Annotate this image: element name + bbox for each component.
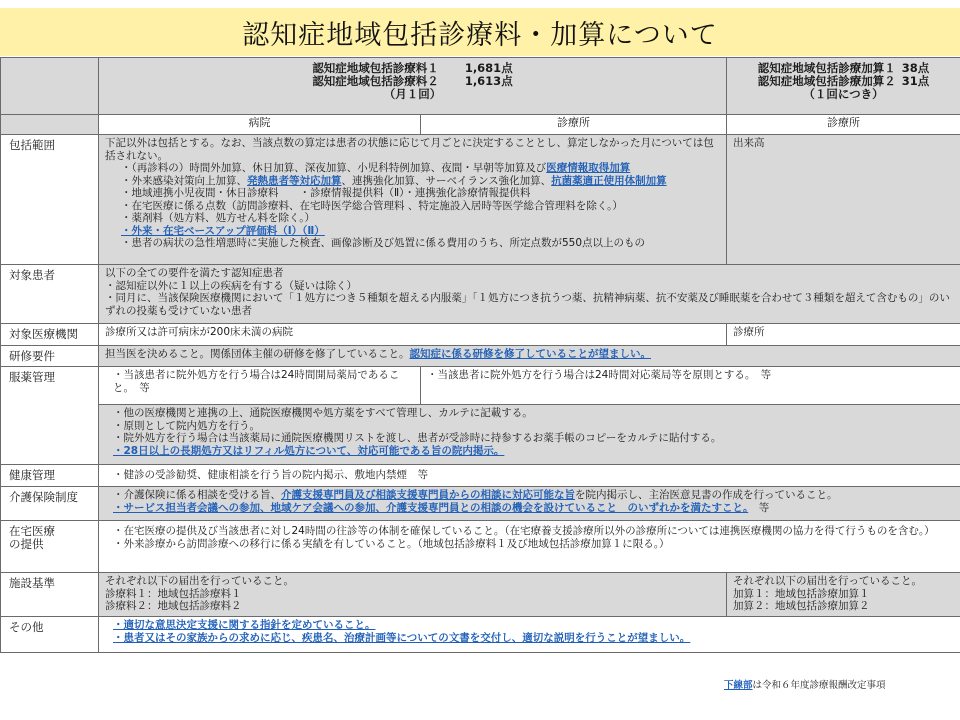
homecare-line-1: ・在宅医療の提供及び当該患者に対し24時間の往診等の体制を確保していること。（在宅療養支援診療所以外の診療所については連携医療機関の協力を得て行うものを含む。） [113,525,935,537]
fee-table [0,57,960,653]
hokatsu-item-6: ・外来・在宅ベースアップ評価料（Ⅰ）（Ⅱ） [121,224,325,237]
label-health: 健康管理 [1,465,99,487]
fee2-points: 1,613点 [464,74,513,88]
hokatsu-addition: 出来高 [727,135,960,265]
hokatsu-item-2-text-a: ・外来感染対策向上加算、 [121,174,247,187]
label-facility: 施設基準 [1,573,99,617]
care-line-1-text-b: を院内掲示し、主治医意見書の作成を行っていること。 [575,489,838,501]
label-hokatsu: 包括範囲 [1,135,99,265]
footer-underlined: 下線部 [724,680,753,691]
care-line-2-text: 等 [748,501,770,514]
row-hokatsu [1,135,960,265]
medication-common [99,405,960,465]
facility-add-line-3: 加算２：地域包括診療加算２ [733,600,870,612]
header-addition-cell [727,58,960,115]
hokatsu-item-1-text: ・（再診料の）時間外加算、休日加算、深夜加算、小児科特例加算、夜間・早朝等加算及び [121,162,547,174]
hokatsu-item-1 [105,162,720,175]
facility-addition [727,573,960,617]
row-medication [1,367,960,405]
hokatsu-item-7: ・患者の病状の急性増悪時に実施した検査、画像診断及び処置に係る費用のうち、所定点数が550点以上のもの [121,237,646,249]
institution-addition: 診療所 [727,324,960,346]
row-patients [1,265,960,324]
medication-line-1: ・他の医療機関と連携の上、通院医療機関や処方薬をすべて管理し、カルテに記載する。 [113,407,533,419]
facility-fee-line-3: 診療料２：地域包括診療料２ [105,600,242,612]
hokatsu-item-3: ・地域連携小児夜間・休日診療料 ・診療情報提供料（Ⅱ）・連携強化診療情報提供料 [121,187,531,199]
other-content [99,617,960,653]
facility-fee-line-2: 診療料１：地域包括診療料１ [105,587,242,600]
footer-note [724,677,886,691]
fee2-name: 認知症地域包括診療料２ [312,74,439,88]
health-content: ・健診の受診勧奨、健康相談を行う旨の院内掲示、敷地内禁煙 等 [99,465,960,487]
hokatsu-item-2 [105,175,720,188]
hokatsu-item-2-text-b: 、連携強化加算、サーベイランス強化加算、 [341,174,552,187]
label-homecare-2: の提供 [9,536,44,551]
hokatsu-item-1-underlined: 医療情報取得加算 [546,162,631,174]
subheader-row [1,115,960,135]
label-institution: 対象医療機関 [1,324,99,346]
subheader-clinic: 診療所 [421,115,727,135]
care-line-1-text-a: ・介護保険に係る相談を受ける旨、 [113,489,281,501]
facility-fee [99,573,727,617]
medication-clinic: ・当該患者に院外処方を行う場合は24時間対応薬局等を原則とする。 等 [421,367,960,405]
row-training [1,345,960,367]
medication-line-2: ・原則として院内処方を行う。 [113,419,260,432]
row-care [1,487,960,521]
medication-line-4: ・28日以上の長期処方又はリフィル処方について、対応可能である旨の院内掲示。 [113,444,505,457]
other-line-1: ・適切な意思決定支援に関する指針を定めていること。 [113,619,376,631]
add2-points: 31点 [901,74,930,88]
facility-add-line-2: 加算１：地域包括診療加算１ [733,587,870,600]
hokatsu-item-5: ・薬剤料（処方料、処方せん料を除く。） [121,212,316,224]
label-other: その他 [1,617,99,653]
title-banner [0,8,960,56]
add-note: （１回につき） [803,87,884,101]
institution-fee: 診療所又は許可病床が200床未満の病院 [99,324,727,346]
homecare-line-2: ・外来診療から訪問診療への移行に係る実績を有していること。（地域包括診療料１及び地域包括診療加算１に限る。） [113,537,670,550]
other-line-2: ・患者又はその家族からの求めに応じ、疾患名、治療計画等についての文書を交付し、適切な説明を行うことが望ましい。 [113,631,691,644]
subheader-hospital: 病院 [99,115,421,135]
hokatsu-item-2-underlined-a: 発熱患者等対応加算 [247,174,342,187]
add1-name: 認知症地域包括診療加算１ [757,61,896,75]
patients-content [99,265,960,324]
header-fee-cell [99,58,727,115]
training-underlined: 認知症に係る研修を修了していることが望ましい。 [409,347,651,360]
label-patients: 対象患者 [1,265,99,324]
fee1-name: 認知症地域包括診療料１ [312,61,439,75]
training-text: 担当医を決めること。関係団体主催の研修を修了していること。 [105,347,410,360]
training-content [99,345,960,367]
subheader-clinic-addition: 診療所 [727,115,960,135]
label-homecare [1,521,99,573]
homecare-content [99,521,960,573]
add1-points: 38点 [901,61,930,75]
care-line-2-underlined: ・サービス担当者会議への参加、地域ケア会議への参加、介護支援専門員との相談の機会を設けていること のいずれかを満たすこと。 [113,501,749,514]
care-content [99,487,960,521]
label-medication: 服薬管理 [1,367,99,465]
hokatsu-intro: 下記以外は包括とする。なお、当該点数の算定は患者の状態に応じて月ごとに決定することとし、算定しなかった月については包括されない。 [105,137,714,162]
medication-line-3: ・院外処方を行う場合は当該薬局に通院医療機関リストを渡し、患者が受診時に持参するお薬手帳のコピーをカルテに貼付する。 [113,432,722,444]
header-empty-cell [1,58,99,115]
page-title: 認知症地域包括診療料・加算について [242,19,718,51]
label-homecare-1: 在宅医療 [9,524,55,538]
row-homecare [1,521,960,573]
footer-text: は令和６年度診療報酬改定事項 [752,680,886,691]
row-health [1,465,960,487]
add2-name: 認知症地域包括診療加算２ [757,74,896,88]
facility-add-line-1: それぞれ以下の届出を行っていること。 [733,575,923,587]
header-row [1,58,960,115]
care-line-1 [113,489,954,502]
subheader-empty-cell [1,115,99,135]
row-medication-common [1,405,960,465]
patients-line-2: ・認知症以外に１以上の疾病を有する（疑いは除く） [105,279,357,292]
label-care: 介護保険制度 [1,487,99,521]
row-institution [1,324,960,346]
row-other [1,617,960,653]
fee-note: （月１回） [383,87,442,101]
hokatsu-item-4: ・在宅医療に係る点数（訪問診療料、在宅時医学総合管理料 、特定施設入居時等医学総合管理料を除く。） [121,199,623,212]
patients-line-3: ・同月に、当該保険医療機関において「１処方につき５種類を超える内服薬」「１処方につき抗うつ薬、抗精神病薬、抗不安薬及び睡眠薬を合わせて３種類を超えて含むもの」のいずれの投薬も受けていない患者 [105,292,950,317]
facility-fee-line-1: それぞれ以下の届出を行っていること。 [105,575,294,587]
fee1-points: 1,681点 [464,61,513,75]
care-line-2 [113,502,954,515]
medication-hospital: ・当該患者に院外処方を行う場合は24時間開局薬局であること。 等 [99,367,421,405]
label-training: 研修要件 [1,345,99,367]
hokatsu-item-2-underlined-b: 抗菌薬適正使用体制加算 [551,174,667,187]
patients-line-1: 以下の全ての要件を満たす認知症患者 [105,267,284,279]
care-line-1-underlined: 介護支援専門員及び相談支援専門員からの相談に対応可能な旨 [281,489,575,501]
row-facility [1,573,960,617]
hokatsu-content [99,135,727,265]
